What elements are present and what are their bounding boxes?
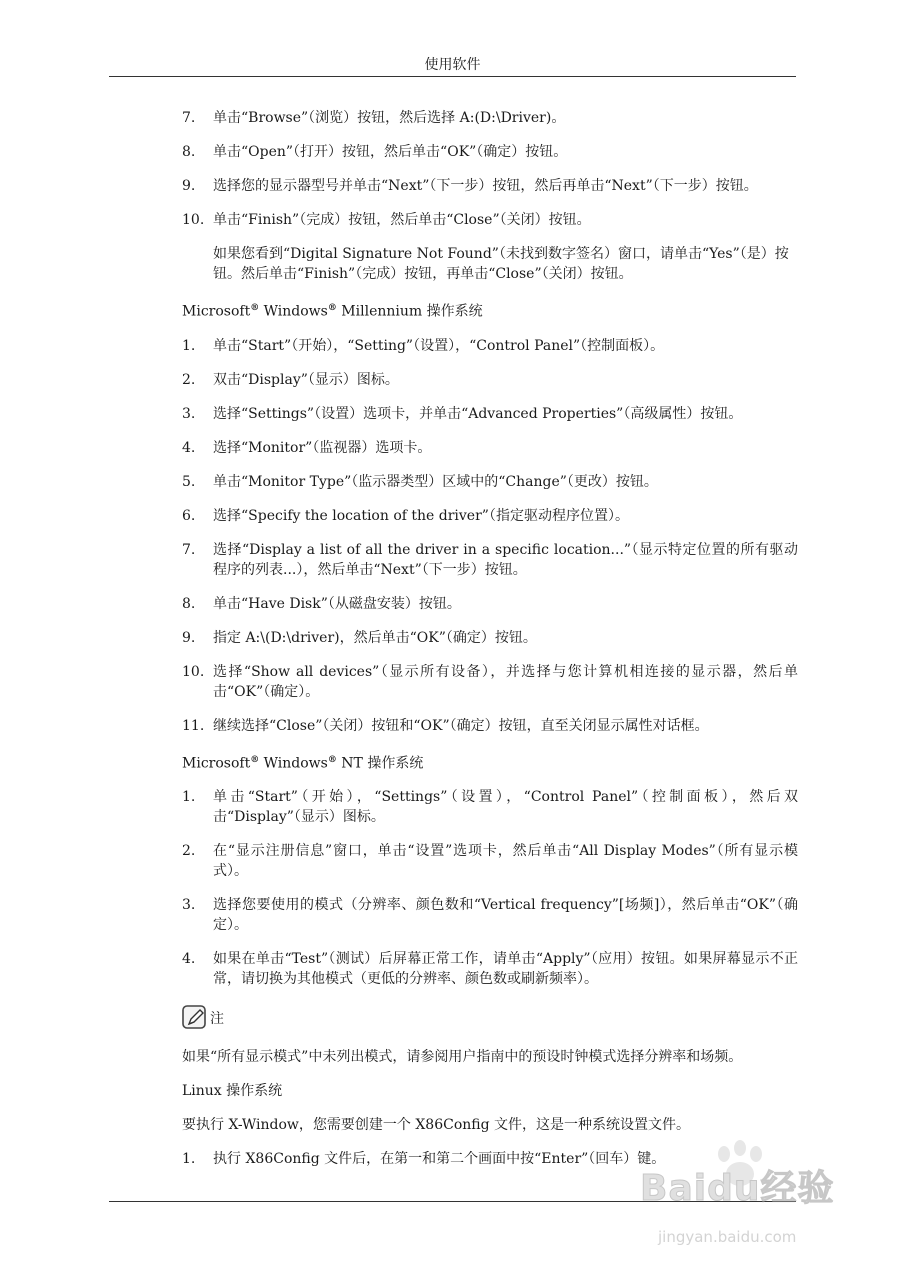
item-number: 5. <box>182 473 196 490</box>
item-text: 选择“Settings”（设置）选项卡，并单击“Advanced Properties”（高级属性）按钮。 <box>213 405 743 422</box>
section-heading-millennium <box>182 298 798 322</box>
list-item <box>182 716 798 736</box>
list-item <box>182 540 798 580</box>
heading-suffix: Millennium 操作系统 <box>336 303 483 320</box>
registered-mark: ® <box>327 303 337 313</box>
item-number: 10. <box>182 663 205 680</box>
list-item <box>182 628 798 648</box>
watermark-url: jingyan.baidu.com <box>658 1228 797 1246</box>
item-number: 8. <box>182 144 196 160</box>
list-item <box>182 142 798 162</box>
registered-mark: ® <box>250 303 260 313</box>
list-item <box>182 594 798 614</box>
item-text: 选择“Display a list of all the driver in a specific location...”（显示特定位置的所有驱动程序的列表...），然后单击“Next”（下一步）按钮。 <box>213 541 798 578</box>
item-number: 1. <box>182 1151 196 1168</box>
item-number: 1. <box>182 337 196 354</box>
item-text: 选择您要使用的模式（分辨率、颜色数和“Vertical frequency”[场频]），然后单击“OK”（确定）。 <box>213 897 798 934</box>
item-text: 单击“Start”（开始），“Settings”（设置），“Control Panel”（控制面板），然后双击“Display”（显示）图标。 <box>213 789 798 826</box>
registered-mark: ® <box>250 754 260 765</box>
item-number: 7. <box>182 541 196 558</box>
item-number: 6. <box>182 507 196 524</box>
item-text: 单击“Finish”（完成）按钮，然后单击“Close”（关闭）按钮。 <box>213 212 591 228</box>
item-number: 4. <box>182 439 196 456</box>
item-number: 7. <box>182 110 196 126</box>
item-text: 继续选择“Close”（关闭）按钮和“OK”（确定）按钮，直至关闭显示属性对话框。 <box>213 717 709 734</box>
item-text: 单击“Open”（打开）按钮，然后单击“OK”（确定）按钮。 <box>213 144 568 160</box>
note-text: 如果“所有显示模式”中未列出模式，请参阅用户指南中的预设时钟模式选择分辨率和场频。 <box>182 1049 743 1066</box>
heading-suffix: NT 操作系统 <box>336 755 424 772</box>
list-item <box>182 404 798 424</box>
item-number: 3. <box>182 897 196 914</box>
linux-intro: 要执行 X-Window，您需要创建一个 X86Config 文件，这是一种系统设置文件。 <box>182 1117 691 1134</box>
item-number: 11. <box>182 717 205 734</box>
list-item <box>182 506 798 526</box>
section-heading-nt <box>182 750 798 774</box>
item-number: 3. <box>182 405 196 422</box>
list-item <box>182 662 798 702</box>
page-header-title: 使用软件 <box>424 57 481 73</box>
item-text: 在“显示注册信息”窗口，单击“设置”选项卡，然后单击“All Display Modes”（所有显示模式）。 <box>213 843 798 880</box>
header-rule <box>109 76 796 77</box>
item-text: 单击“Have Disk”（从磁盘安装）按钮。 <box>213 595 461 612</box>
item-text: 选择“Monitor”（监视器）选项卡。 <box>213 439 432 456</box>
item-text: 选择“Show all devices”（显示所有设备），并选择与您计算机相连接的显示器，然后单击“OK”（确定）。 <box>213 663 798 700</box>
item-text: 单击“Start”（开始），“Setting”（设置），“Control Panel”（控制面板）。 <box>213 337 665 354</box>
watermark-brand: Baidu经验 <box>640 1168 835 1209</box>
heading-prefix: Microsoft <box>182 303 251 320</box>
item-text: 选择您的显示器型号并单击“Next”（下一步）按钮，然后再单击“Next”（下一步）按钮。 <box>213 178 758 194</box>
item-text: 单击“Monitor Type”（监示器类型）区域中的“Change”（更改）按钮。 <box>213 473 658 490</box>
list-item <box>182 472 798 492</box>
heading-windows: Windows <box>259 303 328 320</box>
note-label: 注 <box>210 1011 224 1028</box>
item-number: 2. <box>182 843 196 860</box>
note-pencil-icon <box>182 1005 208 1031</box>
item-text: 双击“Display”（显示）图标。 <box>213 371 399 388</box>
item-number: 9. <box>182 629 196 646</box>
item-text: 执行 X86Config 文件后，在第一和第二个画面中按“Enter”（回车）键。 <box>213 1151 666 1168</box>
registered-mark: ® <box>327 754 337 765</box>
page-content <box>182 108 798 1183</box>
list-item <box>182 438 798 458</box>
list-item <box>182 841 798 881</box>
item-number: 9. <box>182 178 196 194</box>
item-text: 单击“Browse”（浏览）按钮，然后选择 A:(D:\Driver)。 <box>213 110 566 126</box>
item-number: 10. <box>182 212 205 228</box>
item-text: 如果在单击“Test”（测试）后屏幕正常工作，请单击“Apply”（应用）按钮。如果屏幕显示不正常，请切换为其他模式（更低的分辨率、颜色数或刷新频率）。 <box>213 951 798 988</box>
item-number: 4. <box>182 951 196 968</box>
section-heading-linux: Linux 操作系统 <box>182 1083 283 1100</box>
item-text: 选择“Specify the location of the driver”（指定驱动程序位置）。 <box>213 507 629 524</box>
baidu-watermark <box>640 1140 870 1275</box>
item-number: 2. <box>182 371 196 388</box>
list-item <box>182 210 798 230</box>
list-item <box>182 370 798 390</box>
item-number: 8. <box>182 595 196 612</box>
item-text: 指定 A:\(D:\driver)，然后单击“OK”（确定）按钮。 <box>213 629 537 646</box>
list-item <box>182 949 798 989</box>
list-item <box>182 787 798 827</box>
item-number: 1. <box>182 789 196 806</box>
list-item <box>182 336 798 356</box>
note-header <box>182 1003 798 1033</box>
heading-windows: Windows <box>259 755 328 772</box>
list-item <box>182 108 798 128</box>
list-item <box>182 176 798 196</box>
list-item <box>182 895 798 935</box>
heading-prefix: Microsoft <box>182 755 251 772</box>
sub-note: 如果您看到“Digital Signature Not Found”（未找到数字签名）窗口，请单击“Yes”（是）按钮。然后单击“Finish”（完成）按钮，再单击“Close”（关闭）按钮。 <box>213 246 789 282</box>
